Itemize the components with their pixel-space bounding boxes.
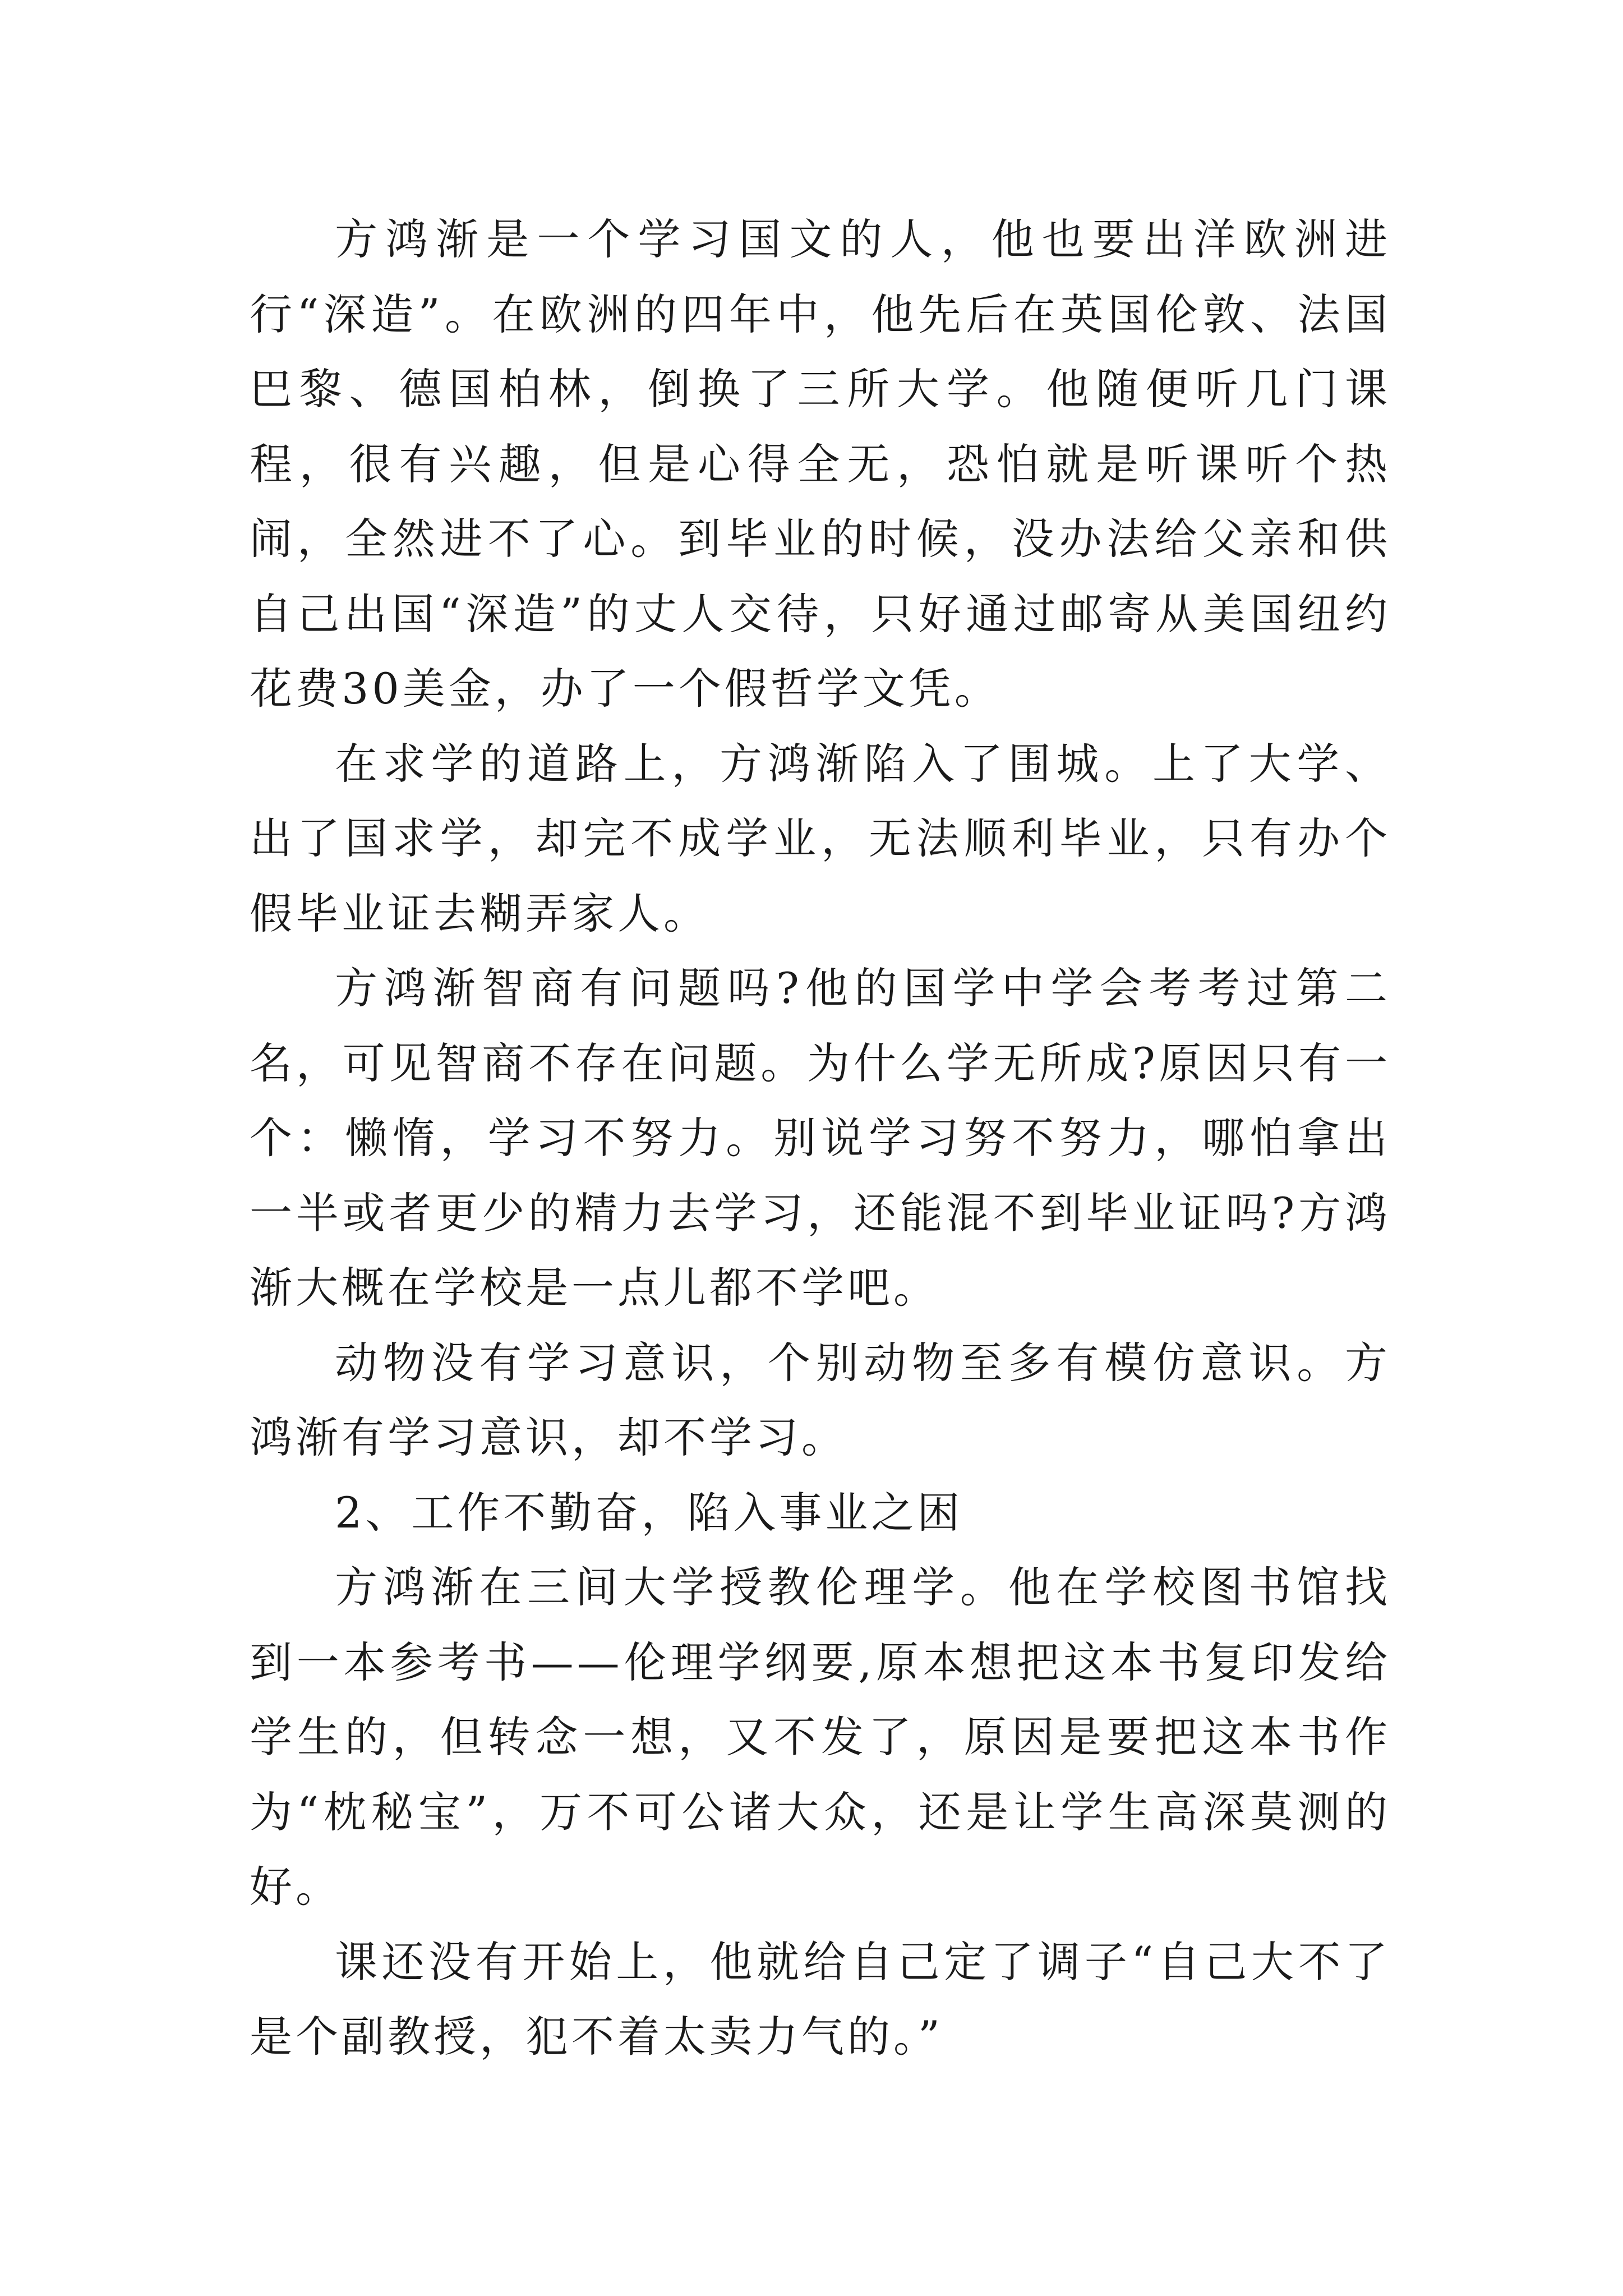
paragraph-1: 方鸿渐是一个学习国文的人，他也要出洋欧洲进行“深造”。在欧洲的四年中，他先后在英国伦敦、法国巴黎、德国柏林，倒换了三所大学。他随便听几门课程，很有兴趣，但是心得全无，恐怕就是听课听个热闹，全然进不了心。到毕业的时候，没办法给父亲和供自己出国“深造”的丈人交待，只好通过邮寄从美国纽约花费30美金，办了一个假哲学文凭。 [250,214,1391,714]
paragraph-2: 在求学的道路上，方鸿渐陷入了围城。上了大学、出了国求学，却完不成学业，无法顺利毕业，只有办个假毕业证去糊弄家人。 [250,738,1391,938]
document-body [250,202,1391,2074]
paragraph-5: 方鸿渐在三间大学授教伦理学。他在学校图书馆找到一本参考书——伦理学纲要,原本想把这本书复印发给学生的，但转念一想，又不发了，原因是要把这本书作为“枕秘宝”，万不可公诸大众，还是让学生高深莫测的好。 [250,1562,1391,1912]
paragraph-6: 课还没有开始上，他就给自己定了调子“自己大不了是个副教授，犯不着太卖力气的。” [250,1936,1391,2062]
paragraph-4: 动物没有学习意识，个别动物至多有模仿意识。方鸿渐有学习意识，却不学习。 [250,1337,1391,1462]
section-heading: 2、工作不勤奋，陷入事业之困 [335,1487,963,1538]
paragraph-3: 方鸿渐智商有问题吗?他的国学中学会考考过第二名，可见智商不存在问题。为什么学无所成?原因只有一个：懒惰，学习不努力。别说学习努不努力，哪怕拿出一半或者更少的精力去学习，还能混不到毕业证吗?方鸿渐大概在学校是一点儿都不学吧。 [250,963,1391,1313]
